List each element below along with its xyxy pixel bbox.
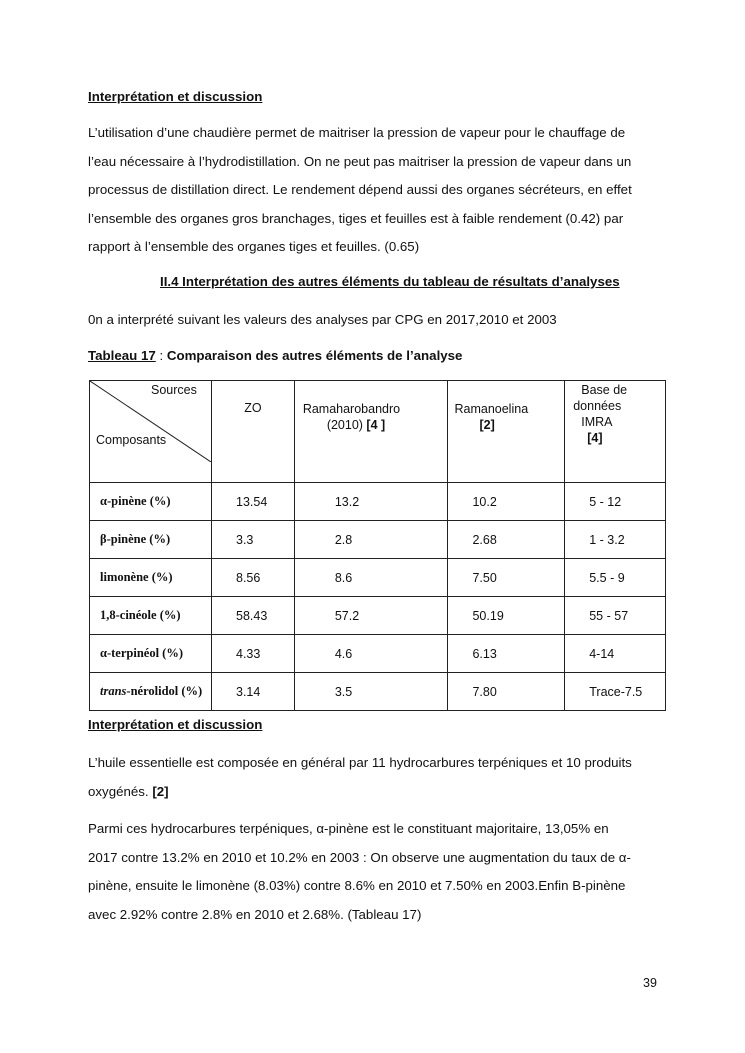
header-text: IMRA: [581, 415, 613, 429]
header-text: ZO: [244, 401, 262, 415]
table-row: [90, 483, 666, 521]
text-line: l’eau nécessaire à l’hydrodistillation. On ne peut pas maitriser la pression de vapeur dans un: [88, 153, 632, 169]
cell-value: 3.3: [236, 532, 254, 547]
value-cell: [565, 559, 666, 597]
header-zo: [212, 381, 295, 483]
cell-value: 5.5 - 9: [589, 570, 625, 585]
cell-value: 3.5: [334, 684, 353, 699]
component-label: β-pinène (%): [100, 532, 171, 546]
table-caption: [88, 348, 462, 363]
table-row: [90, 597, 666, 635]
table-title: Comparaison des autres éléments de l’analyse: [166, 348, 463, 363]
cell-value: 13.54: [236, 494, 268, 509]
table-row: [90, 521, 666, 559]
value-cell: [448, 635, 565, 673]
value-cell: [448, 521, 565, 559]
component-prefix: trans: [100, 684, 127, 698]
component-name: [90, 559, 212, 597]
cell-value: 6.13: [472, 646, 497, 661]
value-cell: [294, 635, 448, 673]
header-ramaharobandro: [294, 381, 448, 483]
value-cell: [565, 521, 666, 559]
value-cell: [565, 597, 666, 635]
cell-value: 4.33: [236, 646, 261, 661]
cell-value: 58.43: [236, 608, 268, 623]
component-label: -nérolidol (%): [126, 684, 203, 698]
cell-value: 5 - 12: [589, 494, 622, 509]
cell-value: 50.19: [472, 608, 504, 623]
header-text: données: [573, 399, 622, 413]
value-cell: [448, 597, 565, 635]
value-cell: [565, 635, 666, 673]
table-row: [90, 635, 666, 673]
cell-value: 2.8: [334, 532, 353, 547]
text-line: 2017 contre 13.2% en 2010 et 10.2% en 2003 : On observe une augmentation du taux de α-: [88, 849, 631, 865]
value-cell: [448, 559, 565, 597]
text-line: L’utilisation d’une chaudière permet de maitriser la pression de vapeur pour le chauffage de: [88, 125, 626, 140]
value-cell: [212, 635, 295, 673]
value-cell: [212, 673, 295, 711]
header-text: Ramaharobandro: [302, 402, 401, 416]
value-cell: [212, 483, 295, 521]
cell-value: 13.2: [334, 494, 360, 509]
cell-value: 2.68: [472, 532, 497, 547]
caption-separator: :: [155, 348, 167, 363]
table-row: [90, 673, 666, 711]
header-text: Ramanoelina: [454, 402, 529, 416]
header-ref: [4]: [587, 431, 603, 445]
cell-value: 7.50: [472, 570, 497, 585]
comparison-table: [89, 380, 666, 711]
text-line: rapport à l’ensemble des organes tiges et feuilles. (0.65): [88, 239, 420, 254]
cell-value: 7.80: [472, 684, 497, 699]
value-cell: [294, 559, 448, 597]
reference: [2]: [152, 783, 169, 799]
cell-value: 4.6: [334, 646, 353, 661]
component-label: limonène (%): [100, 570, 173, 584]
text-line: l’ensemble des organes gros branchages, tiges et feuilles est à faible rendement (0.42) par: [88, 210, 624, 226]
cell-value: 1 - 3.2: [589, 532, 625, 547]
paragraph-2: [88, 749, 668, 806]
table-row: [90, 559, 666, 597]
text-line: avec 2.92% contre 2.8% en 2010 et 2.68%. (Tableau 17): [88, 906, 422, 922]
cell-value: 10.2: [472, 494, 497, 509]
header-imra: [565, 381, 666, 483]
value-cell: [212, 597, 295, 635]
component-name: [90, 483, 212, 521]
cell-value: 4-14: [589, 646, 615, 661]
text-line: oxygénés.: [88, 783, 153, 799]
header-ramanoelina: [448, 381, 565, 483]
value-cell: [565, 673, 666, 711]
cell-value: Trace-7.5: [589, 684, 643, 699]
component-name: [90, 521, 212, 559]
value-cell: [212, 521, 295, 559]
value-cell: [212, 559, 295, 597]
header-ref: [4 ]: [362, 418, 386, 432]
cell-value: 3.14: [236, 684, 261, 699]
header-text: Base de: [581, 383, 628, 397]
heading-interpretation-1: Interprétation et discussion: [88, 89, 263, 104]
cell-value: 55 - 57: [589, 608, 629, 623]
table-label: Tableau 17: [88, 348, 156, 363]
text-line: processus de distillation direct. Le rendement dépend aussi des organes sécréteurs, en effet: [88, 182, 632, 197]
heading-interpretation-2: Interprétation et discussion: [88, 717, 263, 732]
text-line: pinène, ensuite le limonène (8.03%) contre 8.6% en 2010 et 7.50% en 2003.Enfin B-pinène: [88, 878, 626, 893]
text-line: L’huile essentielle est composée en général par 11 hydrocarbures terpéniques et 10 produits: [88, 755, 632, 770]
component-label: 1,8-cinéole (%): [100, 608, 181, 622]
corner-header: [90, 381, 211, 462]
value-cell: [294, 521, 448, 559]
component-label: α-terpinéol (%): [100, 646, 183, 660]
section-heading: II.4 Interprétation des autres éléments du tableau de résultats d’analyses: [160, 274, 620, 289]
value-cell: [294, 673, 448, 711]
header-ref: [2]: [479, 418, 495, 432]
value-cell: [294, 597, 448, 635]
value-cell: [448, 673, 565, 711]
header-text: (2010): [326, 418, 363, 432]
page-number: 39: [643, 976, 657, 990]
value-cell: [448, 483, 565, 521]
sources-label: Sources: [151, 383, 197, 397]
value-cell: [294, 483, 448, 521]
composants-label: Composants: [96, 433, 167, 447]
intro-text: 0n a interprété suivant les valeurs des analyses par CPG en 2017,2010 et 2003: [88, 312, 557, 327]
text-line: Parmi ces hydrocarbures terpéniques, α-pinène est le constituant majoritaire, 13,05% en: [88, 821, 609, 836]
paragraph-3: [88, 815, 668, 929]
cell-value: 57.2: [334, 608, 360, 623]
component-name: [90, 597, 212, 635]
component-label: α-pinène (%): [100, 494, 171, 508]
component-name: [90, 673, 212, 711]
paragraph-1: [88, 119, 668, 262]
cell-value: 8.56: [236, 570, 261, 585]
value-cell: [565, 483, 666, 521]
table-header-row: [90, 381, 666, 483]
cell-value: 8.6: [334, 570, 353, 585]
component-name: [90, 635, 212, 673]
